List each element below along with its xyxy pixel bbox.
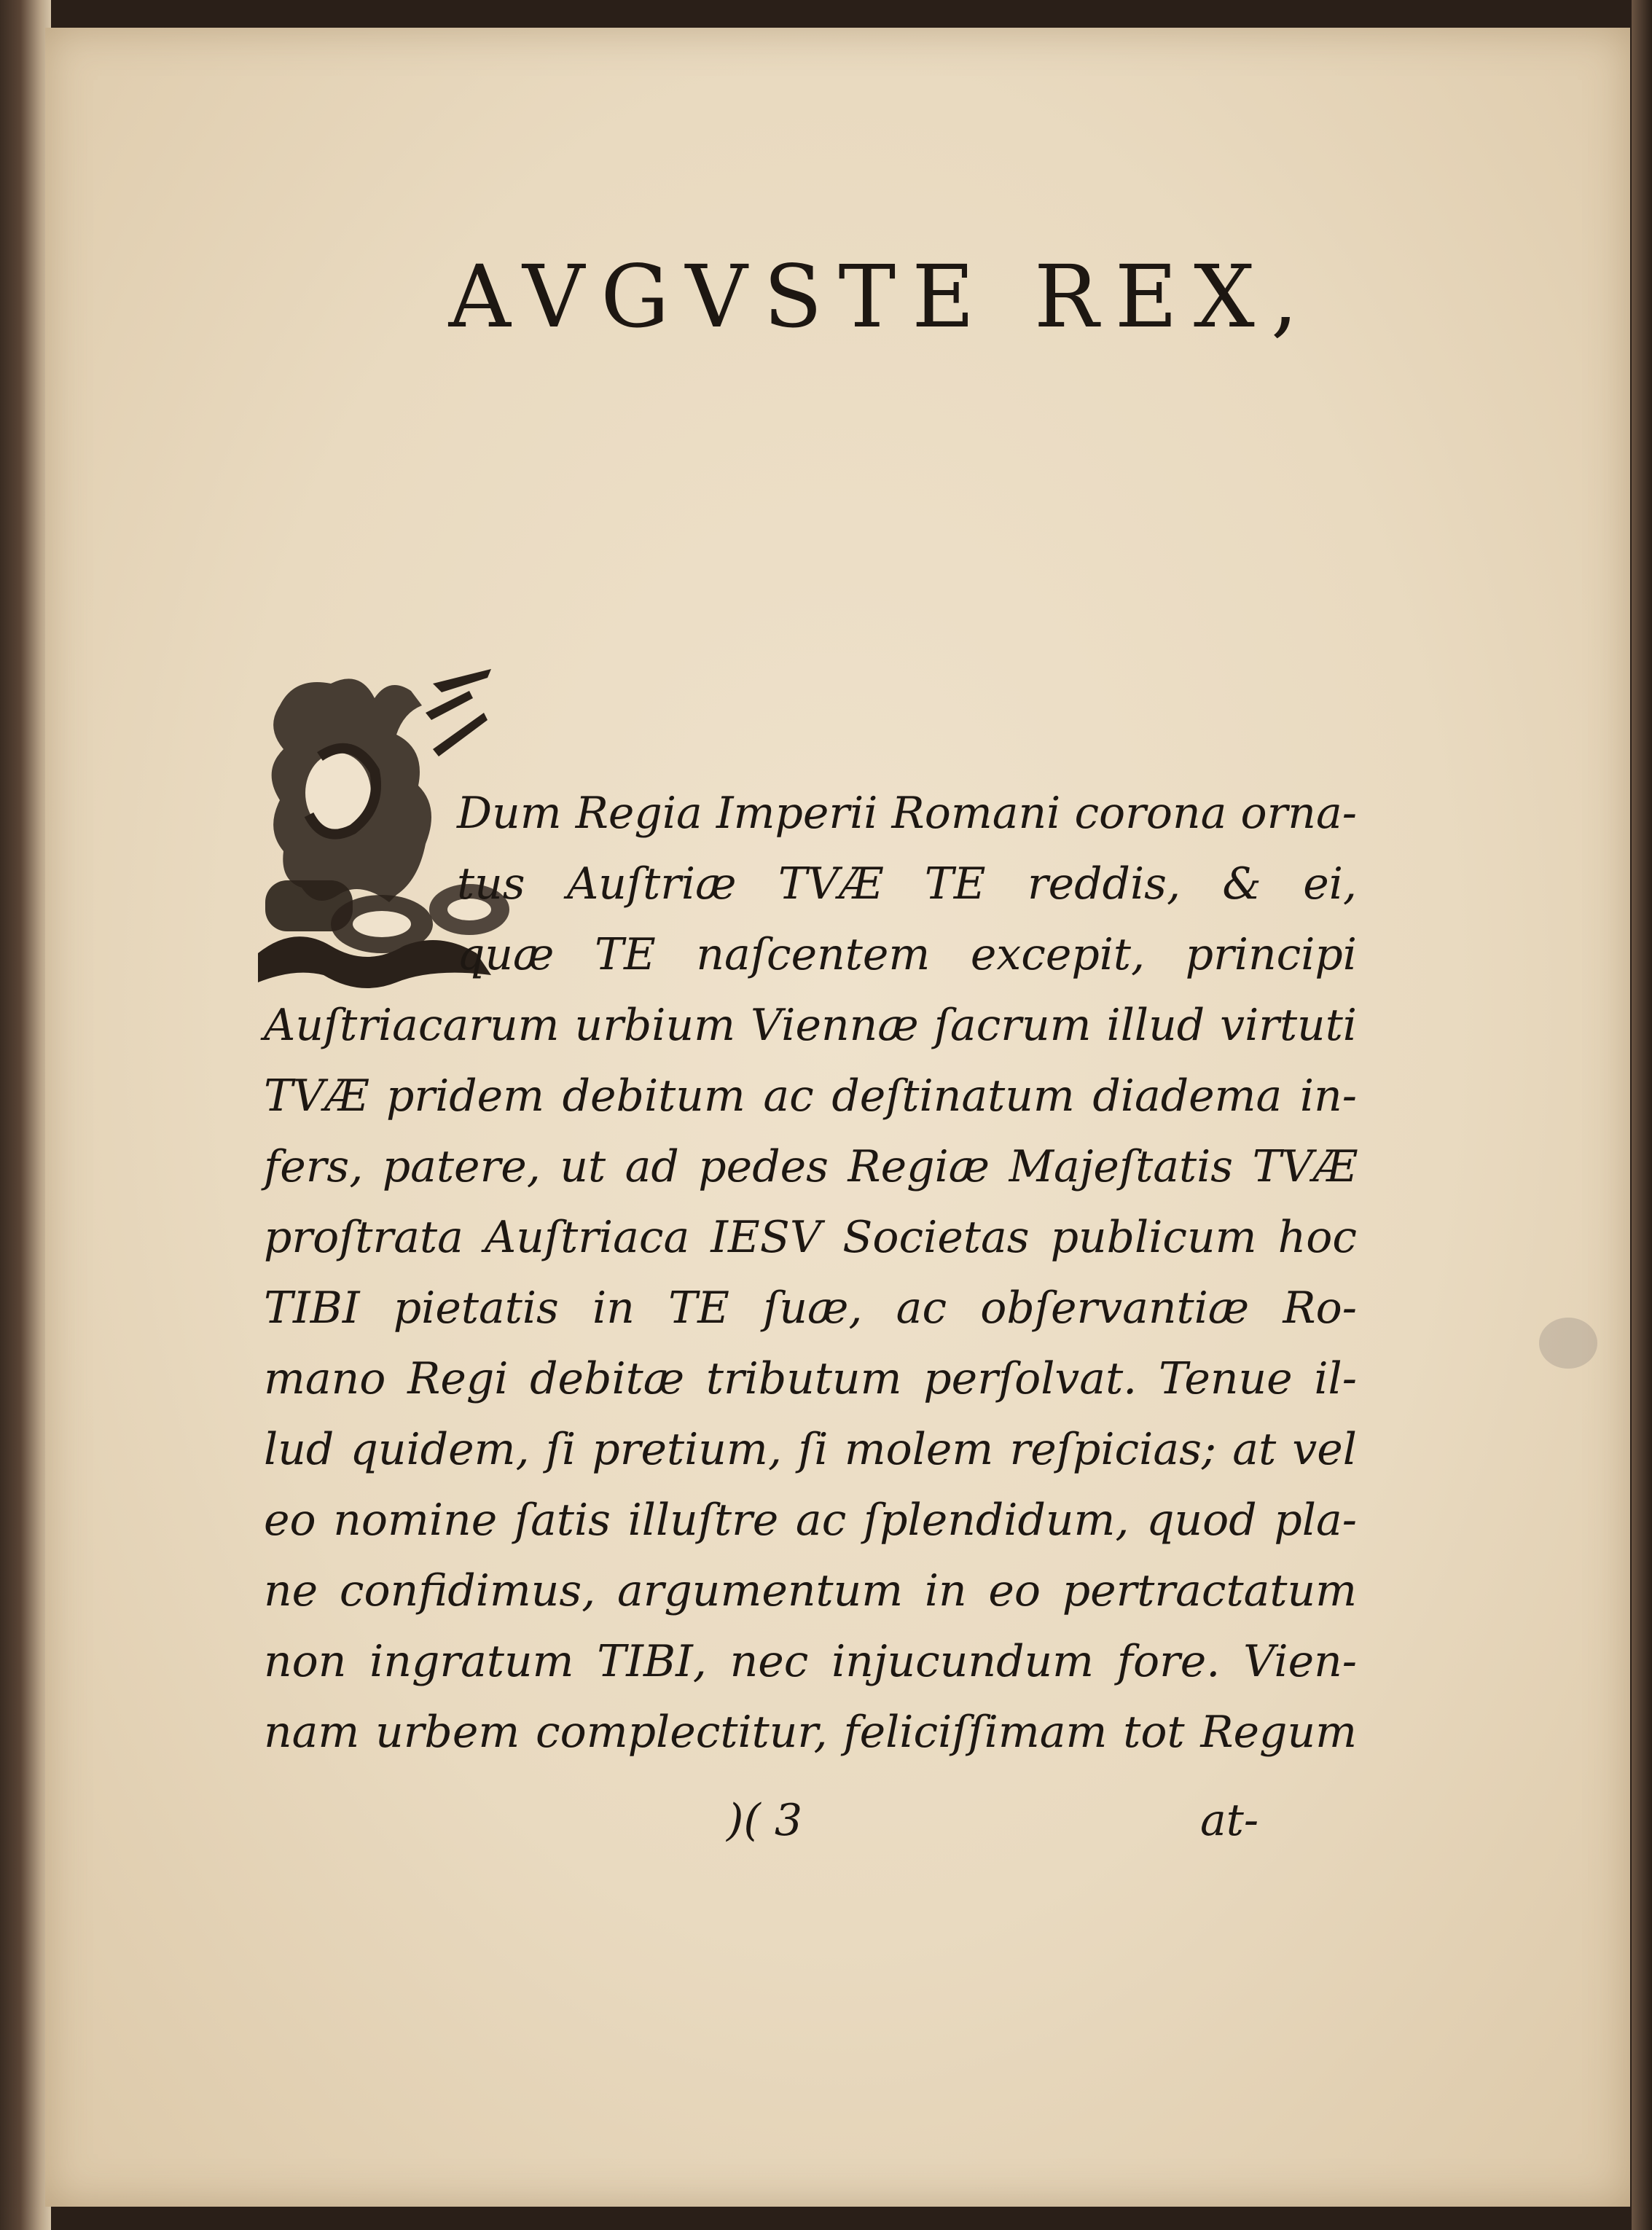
text-line: lud quidem, ſi pretium, ſi molem reſpicias; at vel <box>264 1424 1357 1475</box>
catchword: at- <box>1200 1795 1259 1846</box>
text-line: fers, patere, ut ad pedes Regiæ Majeſtatis TVÆ <box>264 1141 1357 1192</box>
text-line: mano Regi debitæ tributum perſolvat. Tenue il- <box>264 1353 1357 1404</box>
text-line: quæ TE naſcentem excepit, principi <box>457 929 1357 980</box>
signature-mark: )( 3 <box>727 1795 803 1846</box>
text-line: ne confidimus, argumentum in eo pertractatum <box>264 1565 1357 1616</box>
text-line: eo nomine ſatis illuſtre ac ſplendidum, quod pla- <box>264 1495 1357 1546</box>
page-heading: AVGVSTE REX, <box>448 246 1315 347</box>
body-text <box>264 778 1357 1768</box>
text-line: TVÆ pridem debitum ac deſtinatum diadema in- <box>264 1071 1357 1122</box>
text-line: tus Auſtriæ TVÆ TE reddis, & ei, <box>457 858 1357 909</box>
book-edge <box>1632 0 1652 2230</box>
book-page <box>45 28 1630 2207</box>
text-line: proſtrata Auſtriaca IESV Societas publicum hoc <box>264 1212 1357 1263</box>
text-line: TIBI pietatis in TE ſuæ, ac obſervantiæ Ro- <box>264 1283 1357 1334</box>
text-line: non ingratum TIBI, nec injucundum fore. Vien- <box>264 1636 1357 1687</box>
text-line: nam urbem complectitur, feliciſſimam tot Regum <box>264 1707 1357 1758</box>
text-line: Auſtriacarum urbium Viennæ ſacrum illud virtuti <box>264 1000 1357 1051</box>
paper-stain <box>1539 1318 1597 1369</box>
book-gutter <box>0 0 51 2230</box>
text-line: Dum Regia Imperii Romani corona orna- <box>457 788 1357 839</box>
